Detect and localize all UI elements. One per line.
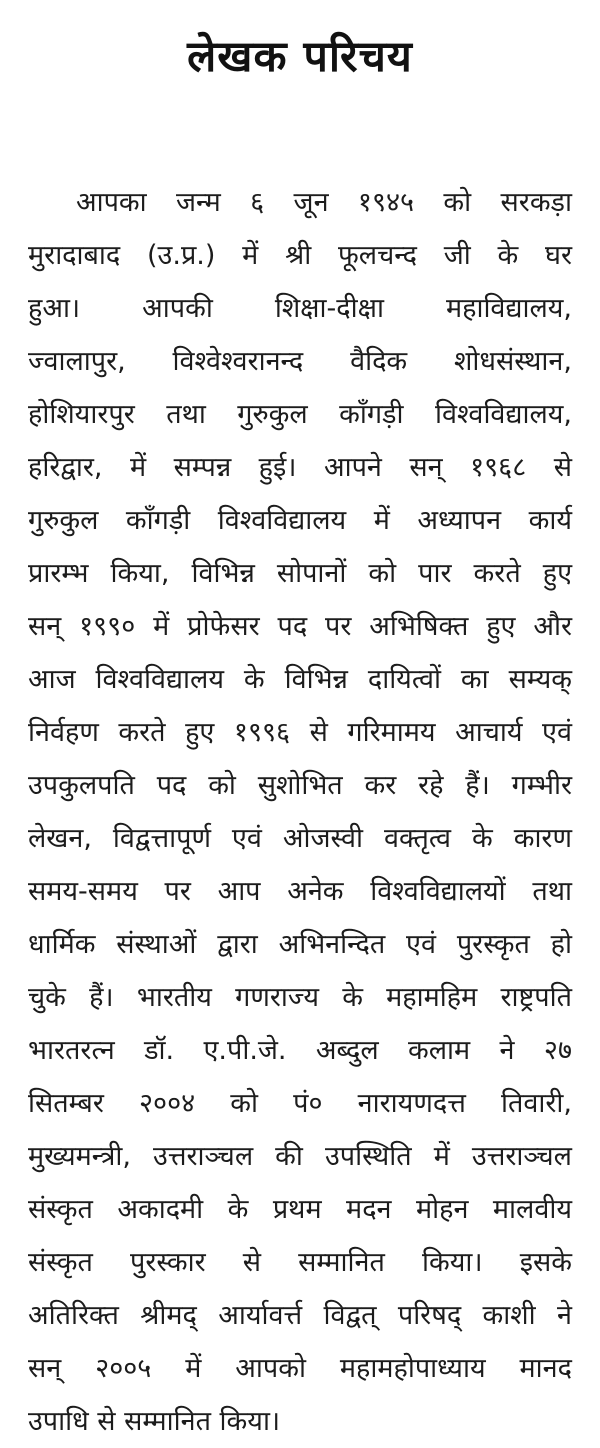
paragraph-line: संस्कृत अकादमी के प्रथम मदन मोहन मालवीय [28,1194,572,1225]
page-title: लेखक परिचय [187,32,413,82]
paragraph-line: सन् १९९० में प्रोफेसर पद पर अभिषिक्त हुए और [28,611,572,642]
paragraph-line: धार्मिक संस्थाओं द्वारा अभिनन्दित एवं पुरस्कृत हो [28,929,572,960]
paragraph-line: आपका जन्म ६ जून १९४५ को सरकड़ा [76,187,572,218]
paragraph-line: हुआ। आपकी शिक्षा-दीक्षा महाविद्यालय, [28,293,572,324]
paragraph-line: ज्वालापुर, विश्वेश्वरानन्द वैदिक शोधसंस्थान, [28,346,572,377]
paragraph-line: भारतरत्न डॉ. ए.पी.जे. अब्दुल कलाम ने २७ [28,1035,572,1066]
paragraph-line: संस्कृत पुरस्कार से सम्मानित किया। इसके [28,1247,572,1278]
paragraph-line: मुख्यमन्त्री, उत्तराञ्चल की उपस्थिति में उत्तराञ्चल [28,1141,572,1172]
paragraph-line: मुरादाबाद (उ.प्र.) में श्री फूलचन्द जी के घर [28,240,572,271]
paragraph-line: अतिरिक्त श्रीमद् आर्यावर्त्त विद्वत् परिषद् काशी ने [28,1300,572,1331]
paragraph-line: उपकुलपति पद को सुशोभित कर रहे हैं। गम्भीर [28,770,572,801]
paragraph-line: चुके हैं। भारतीय गणराज्य के महामहिम राष्ट्रपति [28,982,572,1013]
paragraph-line: होशियारपुर तथा गुरुकुल काँगड़ी विश्वविद्यालय, [28,399,572,430]
paragraph-line: हरिद्वार, में सम्पन्न हुई। आपने सन् १९६८ से [28,452,572,483]
paragraph-line: सितम्बर २००४ को पं० नारायणदत्त तिवारी, [28,1088,572,1119]
paragraph-line: समय-समय पर आप अनेक विश्वविद्यालयों तथा [28,876,572,907]
paragraph-line: गुरुकुल काँगड़ी विश्वविद्यालय में अध्यापन कार्य [28,505,572,536]
paragraph-line: आज विश्वविद्यालय के विभिन्न दायित्वों का सम्यक् [28,664,572,695]
paragraph-line: प्रारम्भ किया, विभिन्न सोपानों को पार करते हुए [28,558,572,589]
paragraph-line: लेखन, विद्वत्तापूर्ण एवं ओजस्वी वक्तृत्व के कारण [28,823,572,854]
paragraph-line: उपाधि से सम्मानित किया। [28,1406,281,1437]
paragraph-line: सन् २००५ में आपको महामहोपाध्याय मानद [28,1353,572,1384]
biography-paragraph [28,176,572,1448]
paragraph-line: निर्वहण करते हुए १९९६ से गरिमामय आचार्य एवं [28,717,572,748]
